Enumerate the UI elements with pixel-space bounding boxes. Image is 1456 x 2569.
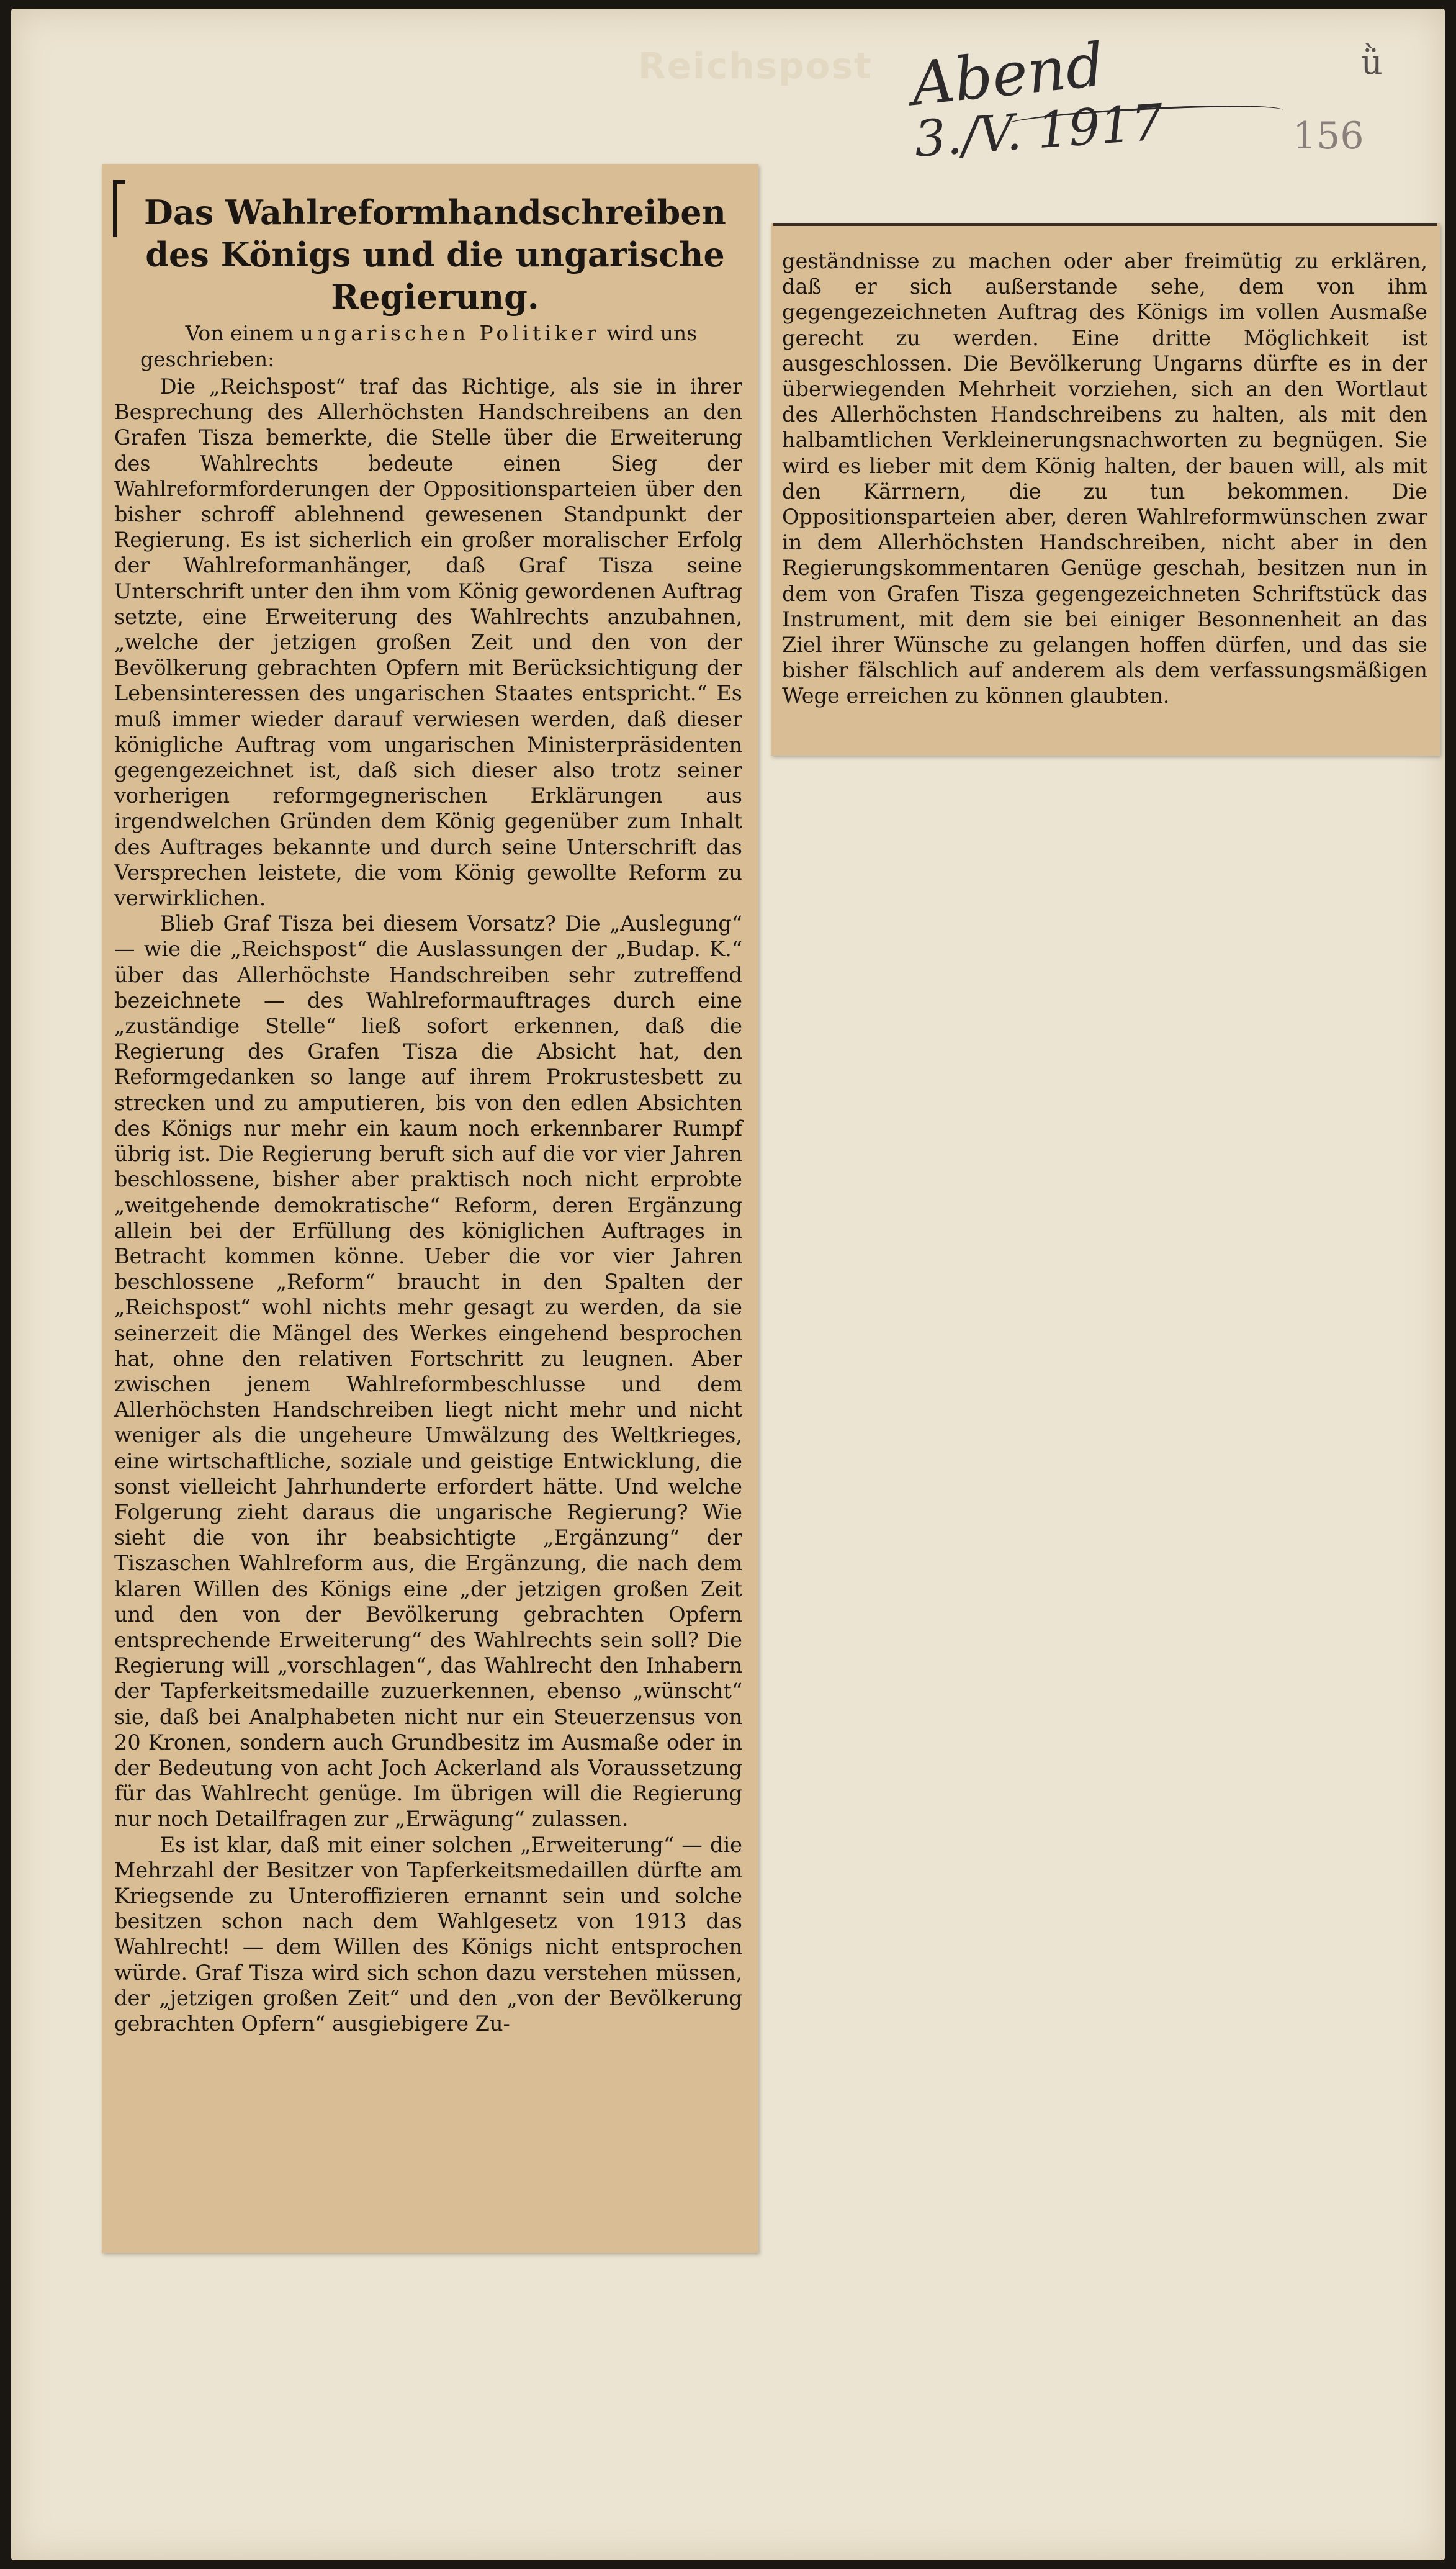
clipping-left-column [102,164,758,2253]
handwritten-mark: ǜ [1361,43,1383,82]
headline-line: Das Wahlreformhandschreiben [144,192,726,232]
paragraph: geständnisse zu machen oder aber freimütig zu erklären, daß er sich außerstande sehe, dem von ihm gegengezeichneten Auftrag des Königs im vollen Ausmaße gerecht zu werden. Eine dritte Möglichkeit ist ausgeschlossen. Die Bevölkerung Ungarns dürfte es in der überwiegenden Mehrheit vorziehen, sich an den Wortlaut des Allerhöchsten Handschreibens zu halten, als mit den halbamtlichen Verkleinerungsnachworten zu begnügen. Sie wird es lieber mit dem König halten, der bauen will, als mit den Kärrnern, die zu tun bekommen. Die Oppositionsparteien aber, deren Wahlreformwünschen zwar in dem Allerhöchsten Handschreiben, nicht aber in den Regierungskommentaren Genüge geschah, besitzen nun in dem von Grafen Tisza gegengezeichneten Schriftstück das Instrument, mit dem sie bei einiger Besonnenheit an das Ziel ihrer Wünsche zu gelangen hoffen dürfen, und das sie bisher fälschlich auf anderem als dem verfassungsmäßigen Wege erreichen zu können glaubten. [782,249,1427,708]
handwritten-date: 3./V. 1917 [912,93,1166,168]
article-body-left [114,374,742,2036]
paragraph: Blieb Graf Tisza bei diesem Vorsatz? Die „Auslegung“ — wie die „Reichspost“ die Auslassungen der „Budap. K.“ über das Allerhöchste Handschreiben sehr zutreffend bezeichnete — des Wahlreformauftrages durch eine „zuständige Stelle“ ließ sofort erkennen, daß die Regierung des Grafen Tisza die Absicht hat, den Reformgedanken so lange auf ihrem Prokrustesbett zu strecken und zu amputieren, bis von den edlen Absichten des Königs nur mehr ein kaum noch erkennbarer Rumpf übrig ist. Die Regierung beruft sich auf die vor vier Jahren beschlossene, bisher aber praktisch noch nicht erprobte „weitgehende demokratische“ Reform, deren Ergänzung allein bei der Erfüllung des königlichen Auftrages in Betracht kommen könne. Ueber die vor vier Jahren beschlossene „Reform“ braucht in den Spalten der „Reichspost“ wohl nichts mehr gesagt zu werden, da sie seinerzeit die Mängel des Werkes eingehend besprochen hat, ohne den relativen Fortschritt zu leugnen. Aber zwischen jenem Wahlreformbeschlusse und dem Allerhöchsten Handschreiben liegt nicht mehr und nicht weniger als die ungeheure Umwälzung des Weltkrieges, eine wirtschaftliche, soziale und geistige Entwicklung, die sonst vielleicht Jahrhunderte erfordert hätte. Und welche Folgerung zieht daraus die ungarische Regierung? Wie sieht die von ihr beabsichtigte „Ergänzung“ der Tiszaschen Wahlreform aus, die Ergänzung, die nach dem klaren Willen des Königs eine „der jetzigen großen Zeit und den von der Bevölkerung gebrachten Opfern entsprechende Erweiterung“ des Wahlrechts sein soll? Die Regierung will „vorschlagen“, das Wahlrecht den Inhabern der Tapferkeitsmedaille zuzuerkennen, ebenso „wünscht“ sie, daß bei Analphabeten nicht nur ein Steuerzensus von 20 Kronen, sondern auch Grundbesitz im Ausmaße oder in der Bedeutung von acht Joch Ackerland als Voraussetzung für das Wahlrecht genüge. Im übrigen will die Regierung nur noch Detailfragen zur „Erwägung“ zulassen. [114,911,742,1831]
newspaper-stamp: Reichspost [638,45,873,87]
paragraph: Es ist klar, daß mit einer solchen „Erweiterung“ — die Mehrzahl der Besitzer von Tapferkeitsmedaillen dürfte am Kriegsende zu Unteroffizieren ernannt sein und solche besitzen schon nach dem Wahlgesetz von 1913 das Wahlrecht! — dem Willen des Königs nicht entsprochen würde. Graf Tisza wird sich schon dazu verstehen müssen, der „jetzigen großen Zeit“ und den „von der Bevölkerung gebrachten Opfern“ ausgiebigere Zu- [114,1832,742,2036]
article-headline [140,191,730,318]
column-rule [773,223,1437,226]
archive-sheet [11,9,1445,2560]
byline-prefix: Von einem [185,321,294,345]
handwritten-edition: Abend [907,30,1107,119]
headline-line: Regierung. [331,277,539,317]
headline-line: des Königs und die ungarische [145,235,725,274]
headline-bracket-icon [113,180,125,237]
archive-number: 156 [1293,114,1364,158]
paragraph: Die „Reichspost“ traf das Richtige, als sie in ihrer Besprechung des Allerhöchsten Handschreibens an den Grafen Tisza bemerkte, die Stelle über die Erweiterung des Wahlrechts bedeute einen Sieg der Wahlreformforderungen der Oppositionsparteien über den bisher schroff ablehnend gewesenen Standpunkt der Regierung. Es ist sicherlich ein großer moralischer Erfolg der Wahlreformanhänger, daß Graf Tisza seine Unterschrift unter den ihm vom König gewordenen Auftrag setzte, eine Erweiterung des Wahlrechts anzubahnen, „welche der jetzigen großen Zeit und den von der Bevölkerung gebrachten Opfern mit Berücksichtigung der Lebensinteressen des ungarischen Staates entspricht.“ Es muß immer wieder darauf verwiesen werden, daß dieser königliche Auftrag vom ungarischen Ministerpräsidenten gegengezeichnet ist, daß sich dieser also trotz seiner vorherigen reformgegnerischen Erklärungen aus irgendwelchen Gründen dem König gegenüber zum Inhalt des Auftrages bekannte und durch seine Unterschrift das Versprechen leistete, die vom König gewollte Reform zu verwirklichen. [114,374,742,911]
article-byline [140,320,730,372]
article-body-right [782,248,1427,709]
clipping-right-column [771,223,1440,756]
byline-source: ungarischen Politiker [300,321,600,345]
byline-suffix: wird uns geschrieben: [140,321,698,371]
